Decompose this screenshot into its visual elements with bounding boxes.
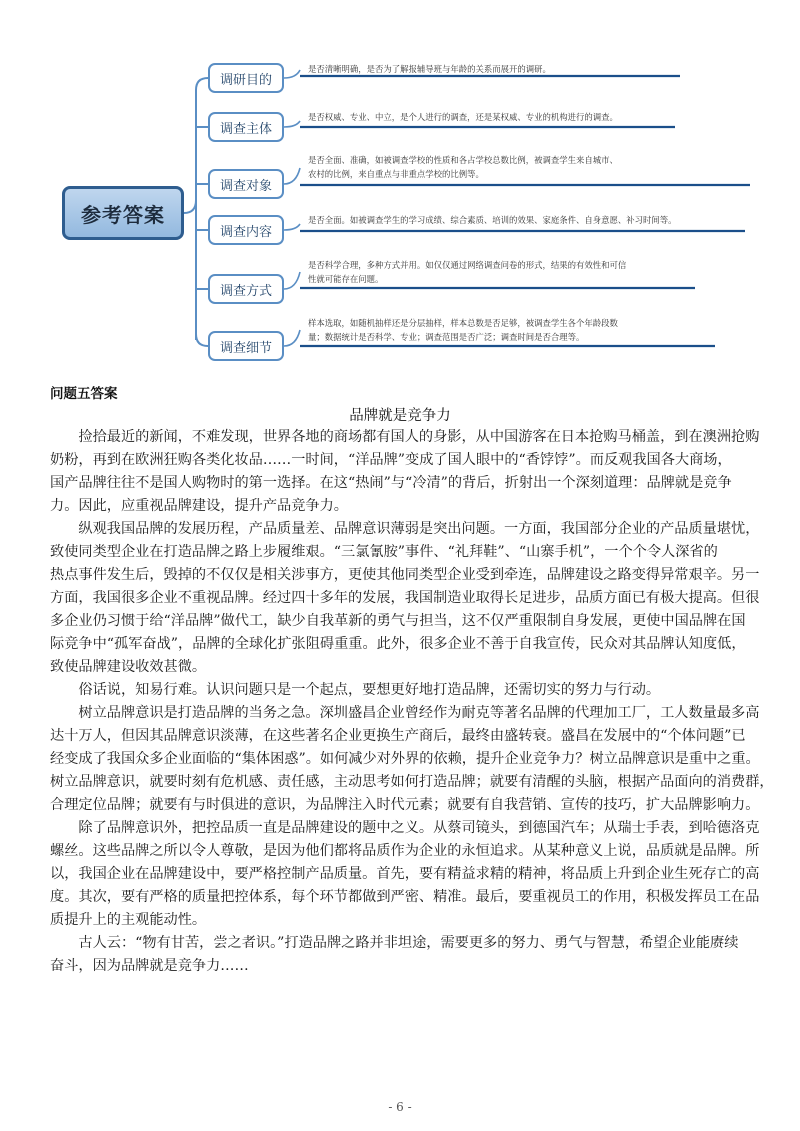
article-line: 际竞争中“孤军奋战”，品牌的全球化扩张阻碍重重。此外，很多企业不善于自我宣传，民众对其品牌认知度低， bbox=[50, 636, 746, 652]
article-line: 多企业仍习惯于给“洋品牌”做代工，缺少自我革新的勇气与担当，这不仅严重限制自身发展，更使中国品牌在国 bbox=[50, 613, 746, 629]
article-title: 品牌就是竞争力 bbox=[349, 408, 451, 424]
branch-label-content: 调查内容 bbox=[208, 215, 284, 245]
desc-line: 是否权威、专业、中立，是个人进行的调查，还是某权威、专业的机构进行的调查。 bbox=[308, 112, 618, 122]
branch-label-details: 调查细节 bbox=[208, 331, 284, 361]
desc-line: 是否清晰明确，是否为了解报辅导班与年龄的关系而展开的调研。 bbox=[308, 64, 551, 74]
branch-desc-subject bbox=[308, 110, 738, 124]
question-heading: 问题五答案 bbox=[50, 386, 118, 402]
branch-label-subject: 调查主体 bbox=[208, 112, 284, 142]
branch-desc-purpose bbox=[308, 62, 738, 76]
article-line: 质提升上的主观能动性。 bbox=[50, 912, 207, 928]
article-line: 方面，我国很多企业不重视品牌。经过四十多年的发展，我国制造业取得长足进步，品质方面已有极大提高。但很 bbox=[50, 590, 760, 606]
article-line: 螺丝。这些品牌之所以令人尊敬，是因为他们都将品质作为企业的永恒追求。从某种意义上说，品质就是品牌。所 bbox=[50, 843, 760, 859]
article-line: 经变成了我国众多企业面临的“集体困惑”。如何减少对外界的依赖，提升企业竞争力？树立品牌意识是重中之重。 bbox=[50, 751, 760, 767]
article-line: 纵观我国品牌的发展历程，产品质量差、品牌意识薄弱是突出问题。一方面，我国部分企业的产品质量堪忧， bbox=[50, 521, 760, 537]
article-line: 树立品牌意识是打造品牌的当务之急。深圳盛昌企业曾经作为耐克等著名品牌的代理加工厂，工人数量最多高 bbox=[50, 705, 760, 721]
article-line: 以，我国企业在品牌建设中，要严格控制产品质量。首先，要有精益求精的精神，将品质上升到企业生死存亡的高 bbox=[50, 866, 760, 882]
desc-line: 样本选取，如随机抽样还是分层抽样，样本总数是否足够，被调查学生各个年龄段数 bbox=[308, 318, 618, 328]
article-line: 力。因此，应重视品牌建设，提升产品竞争力。 bbox=[50, 498, 348, 514]
branch-desc-content bbox=[308, 213, 738, 227]
article-line: 捡拾最近的新闻，不难发现，世界各地的商场都有国人的身影，从中国游客在日本抢购马桶盖，到在澳洲抢购 bbox=[50, 429, 760, 445]
branch-desc-details bbox=[308, 316, 738, 344]
article-line: 致使品牌建设收效甚微。 bbox=[50, 659, 207, 675]
desc-line: 性就可能存在问题。 bbox=[308, 274, 384, 284]
article-line: 奋斗，因为品牌就是竞争力…… bbox=[50, 958, 249, 974]
article-line: 国产品牌往往不是国人购物时的第一选择。在这“热闹”与“冷清”的背后，折射出一个深刻道理：品牌就是竞争 bbox=[50, 475, 732, 491]
branch-label-purpose: 调研目的 bbox=[208, 63, 284, 93]
desc-line: 是否科学合理，多种方式并用。如仅仅通过网络调查问卷的形式，结果的有效性和可信 bbox=[308, 260, 627, 270]
desc-line: 农村的比例，来自重点与非重点学校的比例等。 bbox=[308, 169, 484, 179]
branch-label-target: 调查对象 bbox=[208, 169, 284, 199]
article-line: 合理定位品牌；就要有与时俱进的意识，为品牌注入时代元素；就要有自我营销、宣传的技巧，扩大品牌影响力。 bbox=[50, 797, 760, 813]
article-line: 古人云：“物有甘苦，尝之者识。”打造品牌之路并非坦途，需要更多的努力、勇气与智慧，希望企业能赓续 bbox=[50, 935, 739, 951]
article-line: 度。其次，要有严格的质量把控体系，每个环节都做到严密、精准。最后，要重视员工的作用，积极发挥员工在品 bbox=[50, 889, 760, 905]
article-line: 树立品牌意识，就要时刻有危机感、责任感，主动思考如何打造品牌；就要有清醒的头脑，根据产品面向的消费群， bbox=[50, 774, 774, 790]
mindmap-diagram bbox=[0, 0, 800, 380]
mindmap-root: 参考答案 bbox=[62, 186, 184, 240]
article-line: 达十万人，但因其品牌意识淡薄，在这些著名企业更换生产商后，最终由盛转衰。盛昌在发展中的“个体问题”已 bbox=[50, 728, 746, 744]
article-line: 致使同类型企业在打造品牌之路上步履维艰。“三氯氰胺”事件、“礼拜鞋”、“山寨手机”，一个个令人深省的 bbox=[50, 544, 718, 560]
branch-label-method: 调查方式 bbox=[208, 274, 284, 304]
article-line: 除了品牌意识外，把控品质一直是品牌建设的题中之义。从蔡司镜头，到德国汽车；从瑞士手表，到哈德洛克 bbox=[50, 820, 760, 836]
desc-line: 量；数据统计是否科学、专业；调查范围是否广泛；调查时间是否合理等。 bbox=[308, 332, 585, 342]
article-line: 奶粉，再到在欧洲狂购各类化妆品……一时间，“洋品牌”变成了国人眼中的“香饽饽”。而反观我国各大商场， bbox=[50, 452, 732, 468]
branch-desc-method bbox=[308, 258, 738, 286]
branch-desc-target bbox=[308, 153, 738, 181]
article-body bbox=[50, 426, 774, 978]
page-number: - 6 - bbox=[388, 1100, 412, 1114]
article-line: 俗话说，知易行难。认识问题只是一个起点，要想更好地打造品牌，还需切实的努力与行动。 bbox=[50, 682, 661, 698]
desc-line: 是否全面、准确，如被调查学校的性质和各占学校总数比例，被调查学生来自城市、 bbox=[308, 155, 618, 165]
desc-line: 是否全面。如被调查学生的学习成绩、综合素质、培训的效果、家庭条件、自身意愿、补习时间等。 bbox=[308, 215, 677, 225]
article-line: 热点事件发生后，毁掉的不仅仅是相关涉事方，更使其他同类型企业受到牵连，品牌建设之路变得异常艰辛。另一 bbox=[50, 567, 760, 583]
